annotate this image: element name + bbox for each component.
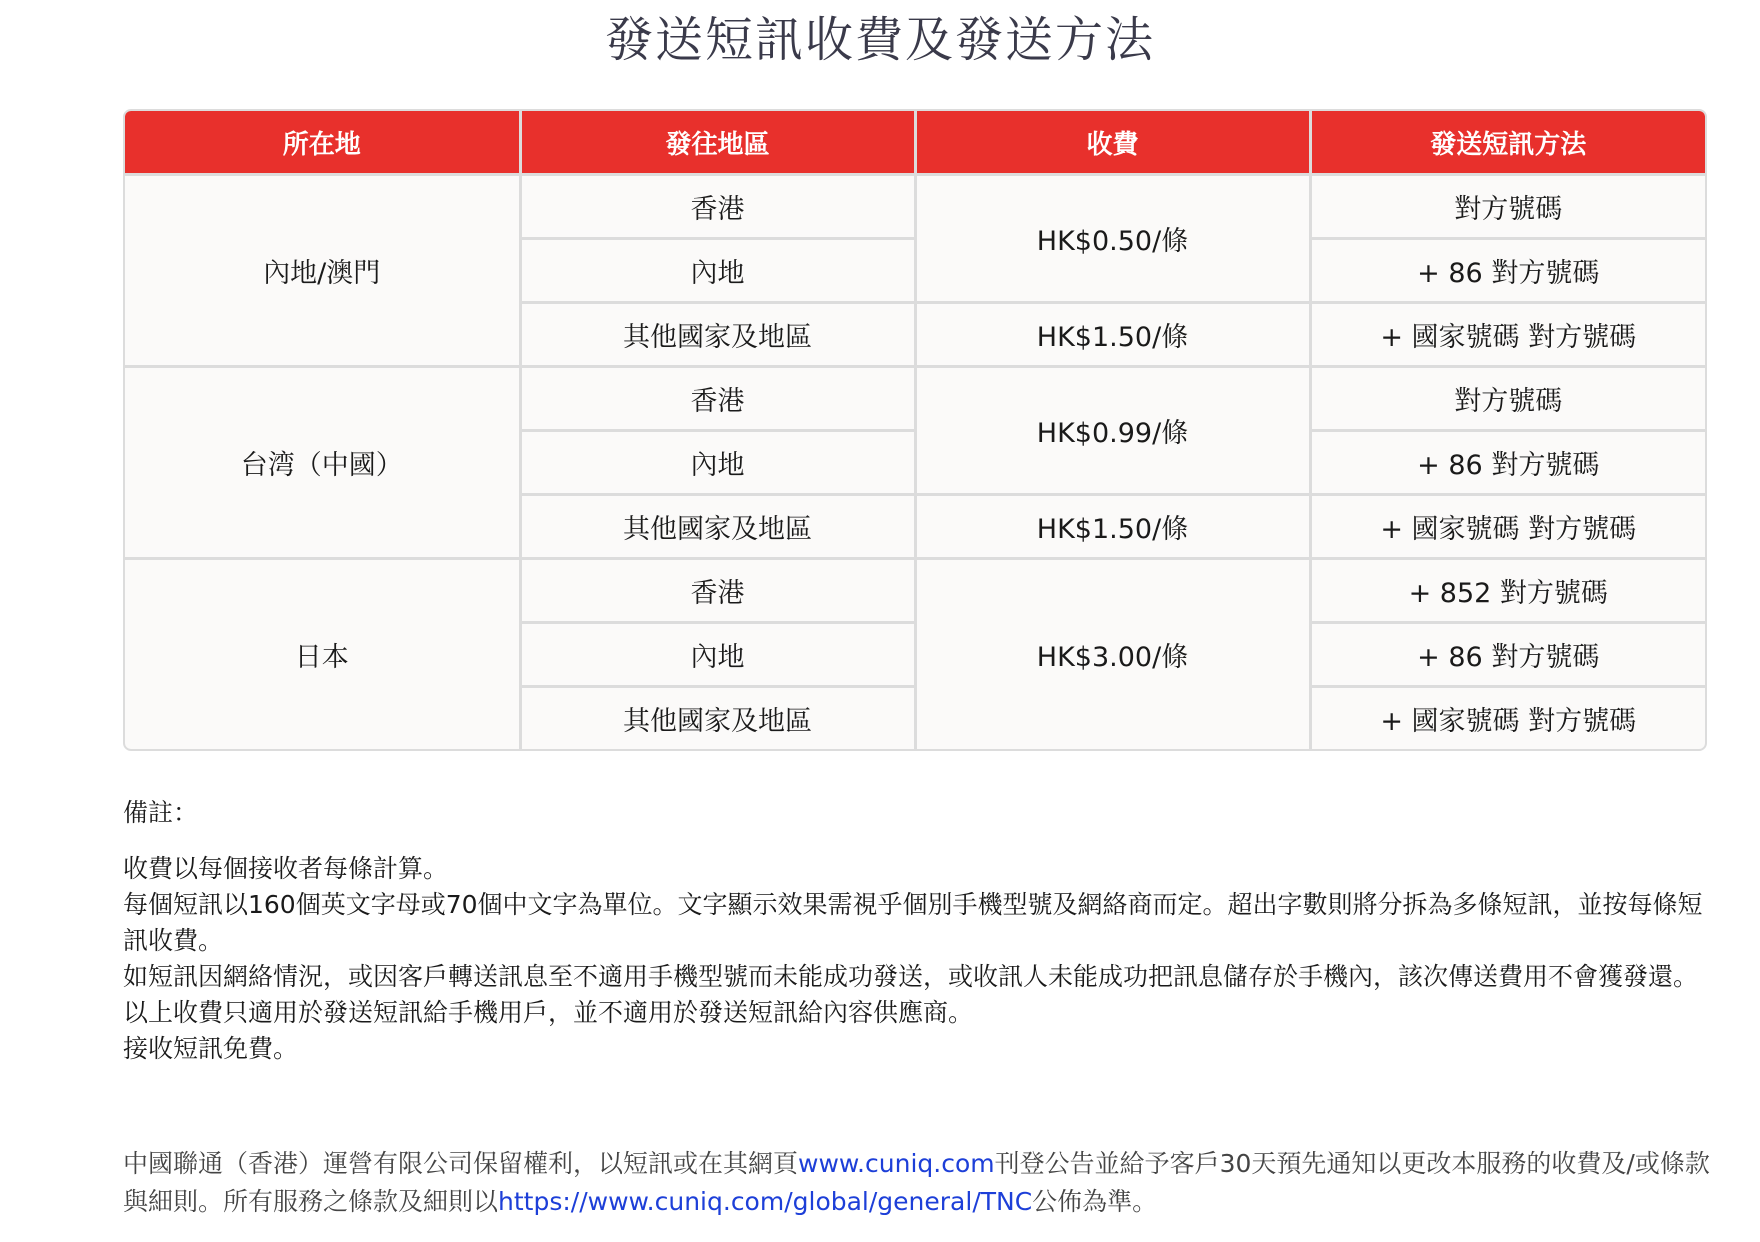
destination-cell: 其他國家及地區 [520, 303, 915, 367]
footer-disclaimer [123, 1145, 1713, 1221]
table-header-row [125, 111, 1705, 175]
location-cell: 內地/澳門 [125, 175, 520, 367]
table-row [125, 367, 1705, 431]
rates-table [123, 109, 1707, 751]
fee-cell: HK$1.50/條 [915, 303, 1310, 367]
destination-cell: 香港 [520, 367, 915, 431]
header-destination: 發往地區 [520, 111, 915, 175]
method-cell: 對方號碼 [1310, 367, 1705, 431]
website-link[interactable]: www.cuniq.com [798, 1149, 995, 1178]
footer-text: 公佈為準。 [1032, 1187, 1158, 1216]
notes-label: 備註： [123, 798, 199, 827]
tnc-link[interactable]: https://www.cuniq.com/global/general/TNC [498, 1187, 1033, 1216]
note-item: 以上收費只適用於發送短訊給手機用戶，並不適用於發送短訊給內容供應商。 [123, 998, 974, 1027]
location-cell: 日本 [125, 559, 520, 750]
method-cell: + 國家號碼 對方號碼 [1310, 687, 1705, 750]
note-item: 如短訊因網絡情況，或因客戶轉送訊息至不適用手機型號而未能成功發送，或收訊人未能成功把訊息儲存於手機內，該次傳送費用不會獲發還。 [123, 962, 1699, 991]
location-cell: 台湾（中國） [125, 367, 520, 559]
note-item: 接收短訊免費。 [123, 1034, 299, 1063]
method-cell: + 852 對方號碼 [1310, 559, 1705, 623]
method-cell: + 國家號碼 對方號碼 [1310, 303, 1705, 367]
table-row [125, 559, 1705, 623]
note-item: 收費以每個接收者每條計算。 [123, 854, 449, 883]
destination-cell: 香港 [520, 559, 915, 623]
destination-cell: 內地 [520, 431, 915, 495]
method-cell: + 86 對方號碼 [1310, 623, 1705, 687]
fee-cell: HK$1.50/條 [915, 495, 1310, 559]
page-title: 發送短訊收費及發送方法 [604, 12, 1155, 68]
destination-cell: 內地 [520, 239, 915, 303]
fee-cell: HK$0.50/條 [915, 175, 1310, 303]
header-method: 發送短訊方法 [1310, 111, 1705, 175]
table-row [125, 175, 1705, 239]
footer-text: 刊登公告並給予客戶30天預先通知以更改本服務的收費及/或條款與細則。所有服務之條款及細則以 [123, 1149, 1710, 1216]
method-cell: + 86 對方號碼 [1310, 431, 1705, 495]
destination-cell: 內地 [520, 623, 915, 687]
method-cell: + 86 對方號碼 [1310, 239, 1705, 303]
notes-section [123, 795, 1713, 1067]
destination-cell: 其他國家及地區 [520, 687, 915, 750]
fee-cell: HK$3.00/條 [915, 559, 1310, 750]
header-fee: 收費 [915, 111, 1310, 175]
method-cell: + 國家號碼 對方號碼 [1310, 495, 1705, 559]
footer-text: 中國聯通（香港）運營有限公司保留權利，以短訊或在其網頁 [123, 1149, 799, 1178]
destination-cell: 香港 [520, 175, 915, 239]
header-location: 所在地 [125, 111, 520, 175]
fee-cell: HK$0.99/條 [915, 367, 1310, 495]
destination-cell: 其他國家及地區 [520, 495, 915, 559]
note-item: 每個短訊以160個英文字母或70個中文字為單位。文字顯示效果需視乎個別手機型號及網絡商而定。超出字數則將分拆為多條短訊，並按每條短訊收費。 [123, 890, 1703, 955]
method-cell: 對方號碼 [1310, 175, 1705, 239]
